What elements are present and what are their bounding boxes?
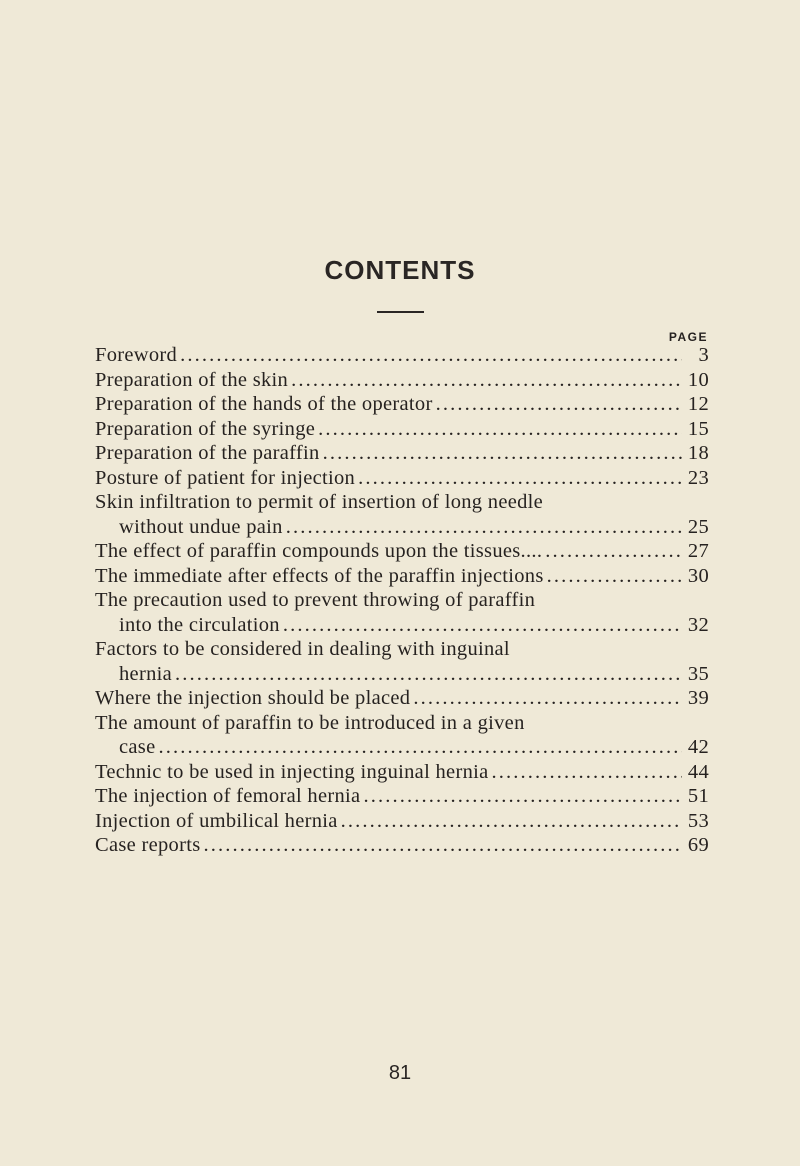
toc-entry-title: Foreword [95,344,178,366]
toc-entry-page-number: 18 [687,442,709,464]
dot-leader [323,441,682,466]
toc-entry-title: The amount of paraffin to be introduced in a given [95,711,525,734]
toc-entry-title: Preparation of the hands of the operator [95,393,433,415]
toc-entry-page-number: 27 [687,540,709,562]
toc-entry [95,833,709,858]
toc-entry-continuation-line [95,735,709,760]
toc-entry [95,588,709,637]
dot-leader [413,686,682,711]
toc-entry-page-number: 25 [687,515,709,538]
toc-entry-page-number: 23 [687,466,709,489]
dot-leader [175,662,682,687]
dot-leader [180,343,682,368]
toc-entry-line [95,711,709,736]
toc-entry [95,686,709,711]
toc-entry [95,490,709,539]
page-title: CONTENTS [324,255,476,285]
toc-entry [95,466,709,491]
page-column-label: PAGE [668,330,708,344]
toc-entry-page-number: 10 [687,368,709,391]
toc-entry-page-number: 42 [687,736,709,758]
toc-entry-title: without undue pain [119,515,283,538]
toc-entry-line [95,588,709,613]
toc-entry [95,809,709,834]
page-number: 81 [388,1062,412,1084]
toc-entry-title: Case reports [95,834,201,856]
toc-entry-title: The precaution used to prevent throwing of paraffin [95,589,536,611]
toc-entry-title: hernia [119,662,173,685]
toc-entry-title: Factors to be considered in dealing with inguinal [95,638,510,660]
dot-leader [547,564,682,589]
toc-entry [95,343,709,368]
toc-entry-page-number: 53 [687,809,709,832]
toc-entry [95,711,709,760]
toc-entry-continuation-line [95,613,709,638]
toc-entry-title: Preparation of the syringe [95,417,316,440]
toc-entry-line [95,784,709,809]
toc-entry-page-number: 3 [698,344,709,366]
dot-leader [204,833,683,858]
toc-entry-line [95,809,709,834]
toc-entry-continuation-line [95,662,709,687]
toc-entry [95,784,709,809]
toc-entry-title: case [119,736,156,758]
table-of-contents [95,343,709,858]
toc-entry-title: Where the injection should be placed [95,687,411,709]
toc-entry-line [95,760,709,785]
toc-entry-line [95,539,709,564]
dot-leader [492,760,682,785]
toc-entry-page-number: 35 [687,662,709,685]
toc-entry-title: The effect of paraffin compounds upon the tissues.... [95,540,543,562]
toc-entry-line [95,564,709,589]
toc-entry [95,441,709,466]
dot-leader [363,784,682,809]
toc-entry [95,417,709,442]
toc-entry-line [95,686,709,711]
toc-entry [95,637,709,686]
toc-entry-line [95,833,709,858]
toc-entry [95,539,709,564]
toc-entry-title: into the circulation [119,613,280,636]
toc-entry-page-number: 15 [687,417,709,440]
toc-entry-page-number: 12 [687,393,709,415]
toc-entry-title: Posture of patient for injection [95,466,356,489]
toc-entry-title: Injection of umbilical hernia [95,809,338,832]
toc-entry-line [95,490,709,515]
toc-entry-page-number: 69 [687,834,709,856]
toc-entry-page-number: 51 [687,785,709,807]
toc-entry [95,392,709,417]
dot-leader [318,417,682,442]
toc-entry-line [95,368,709,393]
dot-leader [158,735,682,760]
toc-entry-title: The immediate after effects of the paraffin injections [95,564,544,587]
toc-entry-line [95,392,709,417]
toc-entry-title: Skin infiltration to permit of insertion of long needle [95,491,544,513]
dot-leader [341,809,682,834]
dot-leader [436,392,682,417]
dot-leader [291,368,682,393]
toc-entry-line [95,417,709,442]
toc-entry-page-number: 44 [687,760,709,783]
toc-entry-title: Technic to be used in injecting inguinal hernia [95,760,489,783]
toc-entry-line [95,343,709,368]
dot-leader [283,613,682,638]
toc-entry-page-number: 30 [687,564,709,587]
toc-entry [95,760,709,785]
toc-entry-title: The injection of femoral hernia [95,785,361,807]
toc-entry-page-number: 32 [687,613,709,636]
toc-entry-continuation-line [95,515,709,540]
toc-entry-line [95,637,709,662]
toc-entry-title: Preparation of the paraffin [95,442,320,464]
dot-leader [545,539,682,564]
dot-leader [358,466,682,491]
dot-leader [286,515,682,540]
toc-entry-title: Preparation of the skin [95,368,289,391]
toc-entry-line [95,441,709,466]
toc-entry [95,564,709,589]
toc-entry-line [95,466,709,491]
title-rule [377,311,424,313]
toc-entry-page-number: 39 [687,687,709,709]
toc-entry [95,368,709,393]
